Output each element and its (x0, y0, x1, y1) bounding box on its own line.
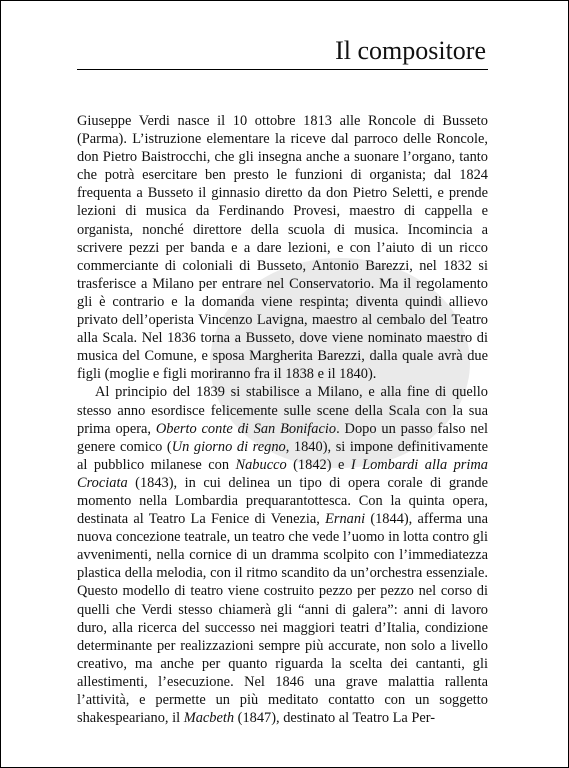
paragraph (77, 112, 488, 383)
text-run: Giuseppe Verdi nasce il 10 ottobre 1813 alle Roncole di Busseto (Parma). L’istruzione elementare la riceve dal parroco delle Roncole, don Pietro Baistrocchi, che gli insegna anche a suonare l’organo, tanto che potrà esercitare ben presto le funzioni di organista; dal 1824 frequenta a Busseto il ginnasio diretto da don Pietro Seletti, e prende lezioni di musica da Ferdinando Provesi, maestro di cappella e organista, nonché direttore della scuola di musica. Incomincia a scrivere pezzi per banda e a dare lezioni, e con l’aiuto di un ricco commerciante di coloniali di Busseto, Antonio Barezzi, nel 1832 si trasferisce a Milano per entrare nel Conservatorio. Ma il regolamento gli è contrario e la domanda viene respinta; diventa quindi allievo privato dell’operista Vincenzo Lavigna, maestro al cembalo del Teatro alla Scala. Nel 1836 torna a Busseto, dove viene nominato maestro di musica del Comune, e sposa Margherita Barezzi, dalla quale avrà due figli (moglie e figli moriranno fra il 1838 e il 1840). (77, 113, 488, 383)
opera-title: I Lombardi alla prima Crociata (77, 456, 488, 491)
text-run: (1844), afferma una nuova concezione teatrale, un teatro che vede l’uomo in lotta contro gli avvenimenti, nella cornice di un dramma scolpito con l’immediatezza plastica della melodia, con il ritmo scandito da un’orchestra essenziale. Questo modello di teatro viene costruito pezzo per pezzo nel corso di quelli che Verdi stesso chiamerà gli “anni di galera”: anni di lavoro duro, alla ricerca del successo nei maggiori teatri d’Italia, condizione determinante per realizzazioni sempre più accurate, non solo a livello creativo, ma anche per quanto riguarda la scelta dei cantanti, gli allestimenti, l’esecuzione. Nel 1846 una grave malattia rallenta l’attività, e permette un più meditato contatto con un soggetto shakespeariano, il (77, 511, 489, 727)
text-run: (1842) e (286, 456, 351, 473)
text-run: Al principio del 1839 si stabilisce a Milano, e alla fine di quello stesso anno esordisce felicemente sulle scene della Scala con la sua prima opera, (77, 384, 488, 437)
page-title: Il compositore (335, 36, 486, 65)
opera-title: Un giorno di regno (171, 438, 286, 455)
paragraph (77, 383, 488, 727)
text-run: , 1840), si impone definitivamente al pubblico milanese con (77, 438, 488, 473)
body-text (77, 112, 488, 727)
opera-title: Ernani (325, 511, 366, 528)
opera-title: Nabucco (235, 456, 287, 473)
opera-title: Macbeth (183, 710, 235, 727)
text-run: (1847), destinato al Teatro La Per- (234, 710, 436, 727)
running-header (77, 36, 488, 70)
opera-title: Oberto conte di San Bonifacio (155, 420, 337, 437)
text-run: (1843), in cui delinea un tipo di opera corale di grande momento nella Lombardia prequarantottesca. Con la quinta opera, destinata al Teatro La Fenice di Venezia, (77, 474, 488, 528)
text-run: . Dopo un passo falso nel genere comico ( (77, 420, 488, 455)
